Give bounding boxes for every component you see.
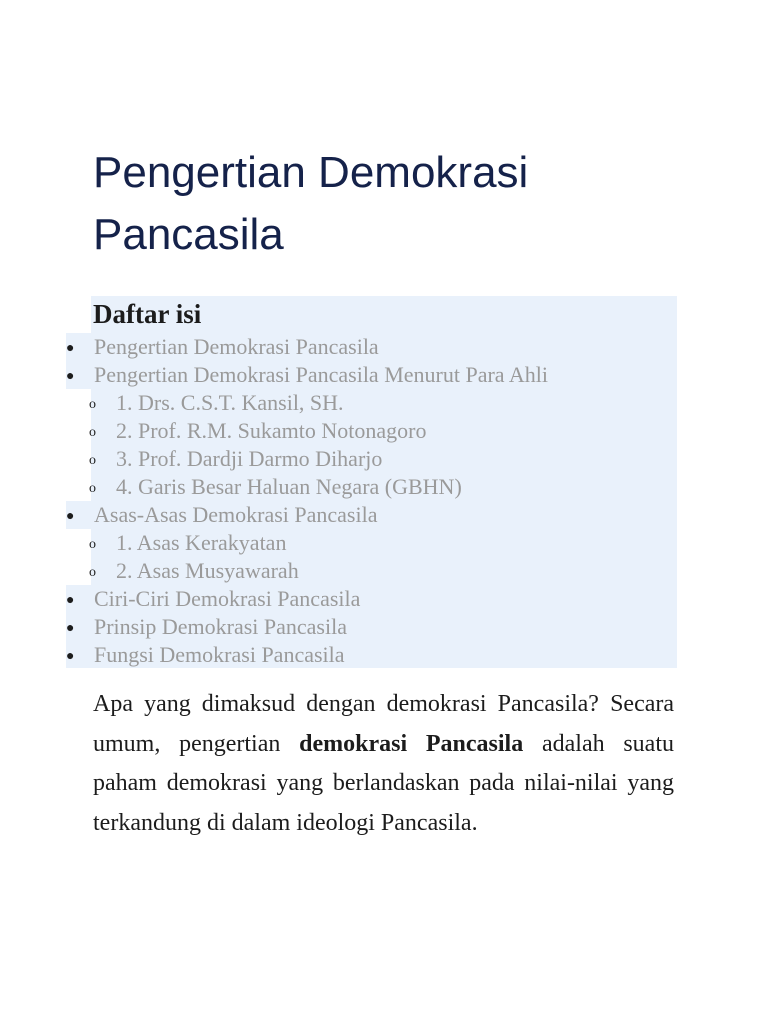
toc-link[interactable]: Prinsip Demokrasi Pancasila	[94, 614, 347, 639]
toc-link[interactable]: 1. Asas Kerakyatan	[116, 530, 287, 555]
toc-subitem[interactable]	[0, 557, 768, 585]
toc-item[interactable]	[0, 501, 768, 529]
toc-link[interactable]: 4. Garis Besar Haluan Negara (GBHN)	[116, 474, 462, 499]
bullet-icon: ●	[66, 649, 75, 664]
circle-bullet-icon: o	[89, 397, 96, 412]
toc-link[interactable]: 3. Prof. Dardji Darmo Diharjo	[116, 446, 383, 471]
circle-bullet-icon: o	[89, 453, 96, 468]
question-sentence: Apa yang dimaksud dengan demokrasi Pancasila?	[93, 691, 599, 717]
circle-bullet-icon: o	[89, 537, 96, 552]
bullet-icon: ●	[66, 593, 75, 608]
toc-link[interactable]: Pengertian Demokrasi Pancasila Menurut Para Ahli	[94, 362, 548, 387]
toc-link[interactable]: 2. Asas Musyawarah	[116, 558, 299, 583]
circle-bullet-icon: o	[89, 481, 96, 496]
toc-link[interactable]: Ciri-Ciri Demokrasi Pancasila	[94, 586, 361, 611]
toc-item[interactable]	[0, 641, 768, 669]
toc-item[interactable]	[0, 333, 768, 361]
toc-subitem[interactable]	[0, 445, 768, 473]
bullet-icon: ●	[66, 621, 75, 636]
toc-list	[0, 333, 768, 669]
body-paragraph	[93, 685, 674, 843]
page-title: Pengertian Demokrasi Pancasila	[93, 148, 529, 259]
toc-link[interactable]: 1. Drs. C.S.T. Kansil, SH.	[116, 390, 344, 415]
bullet-icon: ●	[66, 341, 75, 356]
toc-link[interactable]: Fungsi Demokrasi Pancasila	[94, 642, 345, 667]
toc-subitem[interactable]	[0, 417, 768, 445]
toc-link[interactable]: 2. Prof. R.M. Sukamto Notonagoro	[116, 418, 427, 443]
toc-subitem[interactable]	[0, 473, 768, 501]
circle-bullet-icon: o	[89, 425, 96, 440]
toc-link[interactable]: Asas-Asas Demokrasi Pancasila	[94, 502, 378, 527]
toc-subitem[interactable]	[0, 389, 768, 417]
toc-link[interactable]: Pengertian Demokrasi Pancasila	[94, 334, 379, 359]
intro-text: Secara umum, pengertian	[93, 691, 675, 757]
definition-text: adalah suatu paham demokrasi yang berlandaskan pada nilai-nilai yang terkandung di dalam ideologi Pancasila.	[93, 730, 674, 836]
bullet-icon: ●	[66, 509, 75, 524]
toc-item[interactable]	[0, 613, 768, 641]
toc-heading: Daftar isi	[93, 299, 202, 329]
toc-item[interactable]	[0, 361, 768, 389]
key-term: demokrasi Pancasila	[299, 730, 524, 757]
toc-subitem[interactable]	[0, 529, 768, 557]
toc-item[interactable]	[0, 585, 768, 613]
circle-bullet-icon: o	[89, 565, 96, 580]
bullet-icon: ●	[66, 369, 75, 384]
